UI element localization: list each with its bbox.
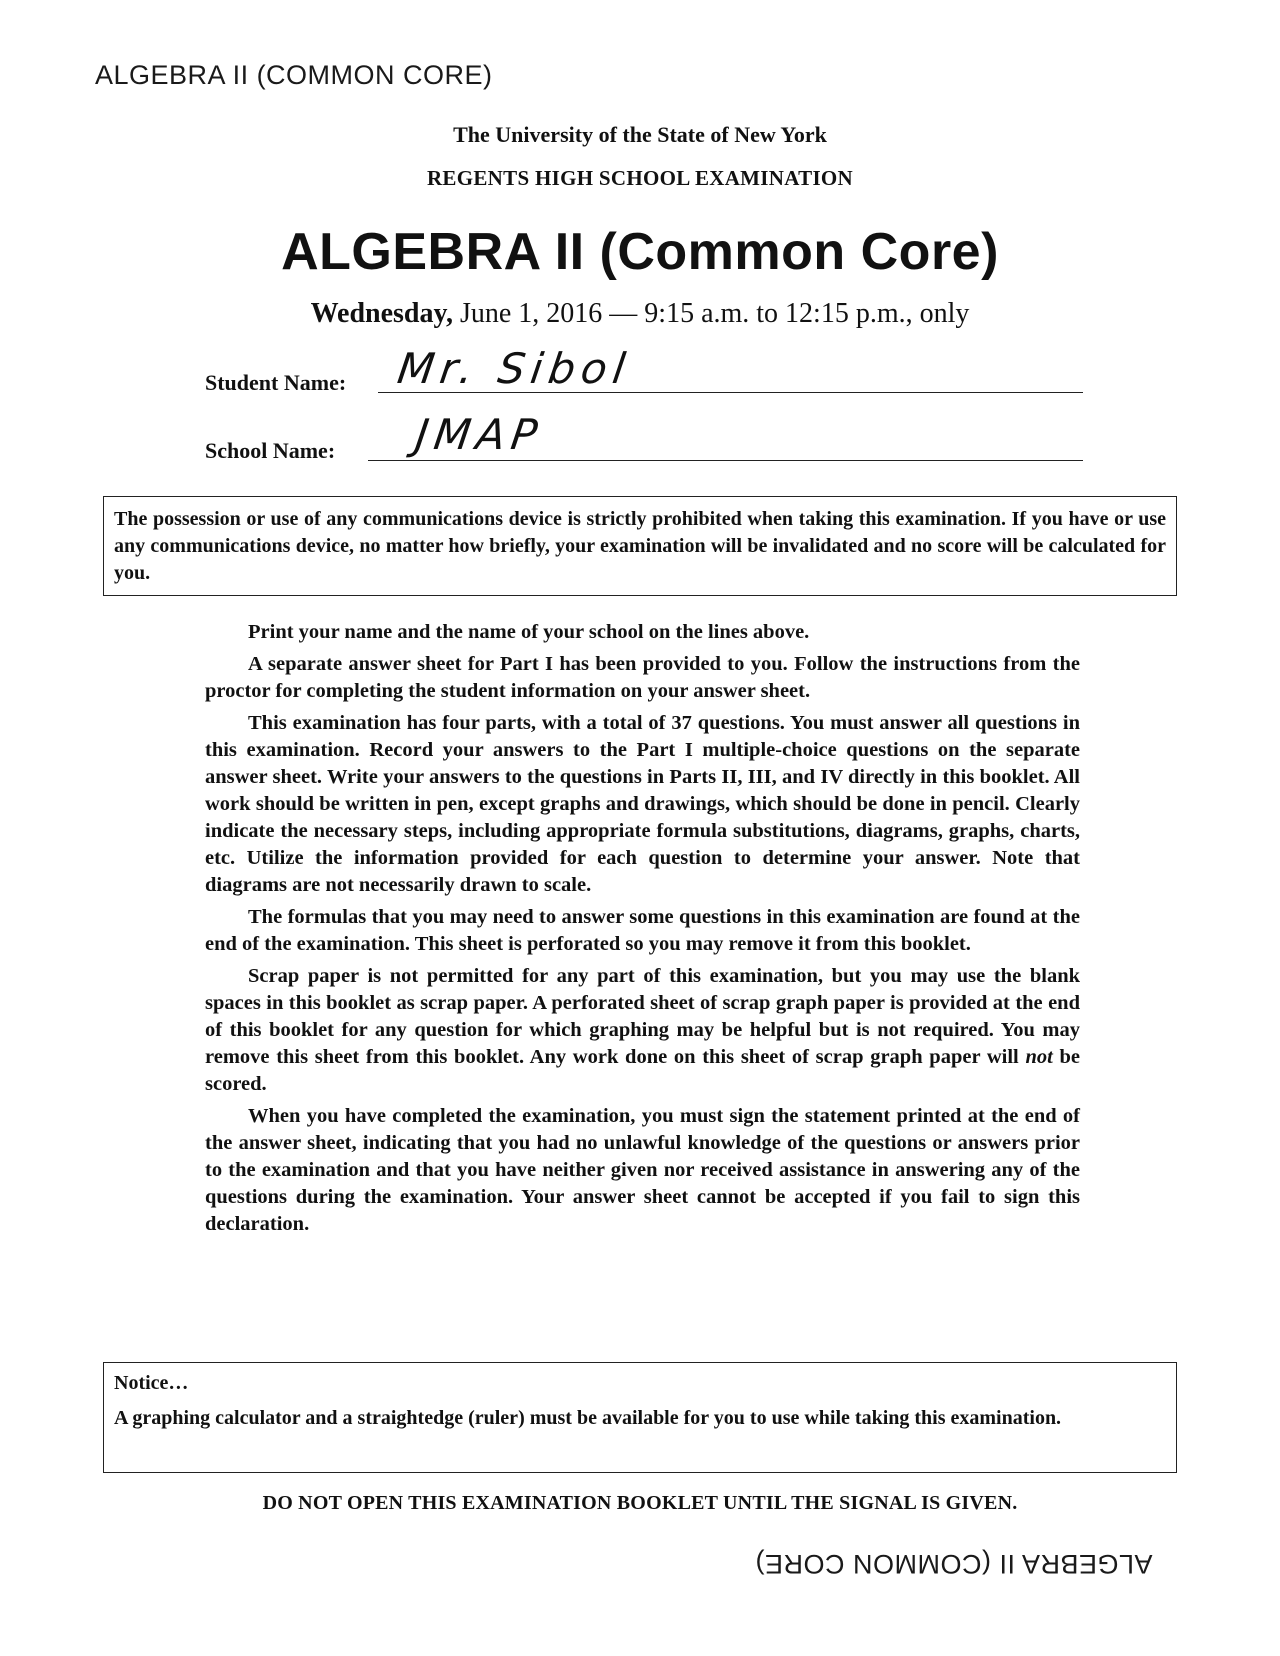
exam-date <box>0 298 1280 330</box>
school-name-value: JMAP <box>412 410 547 459</box>
student-name-value: Mr. Sibol <box>394 344 635 393</box>
exam-type: REGENTS HIGH SCHOOL EXAMINATION <box>426 166 854 190</box>
student-name-label: Student Name: <box>205 370 347 395</box>
university-name: The University of the State of New York <box>453 122 827 147</box>
emphasis-not: not <box>1025 1046 1053 1068</box>
instruction-paragraph: The formulas that you may need to answer some questions in this examination are found at the end of the examination. This sheet is perforated so you may remove it from this booklet. <box>205 906 1080 955</box>
do-not-open-warning: DO NOT OPEN THIS EXAMINATION BOOKLET UNTIL THE SIGNAL IS GIVEN. <box>262 1492 1018 1514</box>
exam-date-time: June 1, 2016 — 9:15 a.m. to 12:15 p.m., only <box>459 298 970 329</box>
scrap-paper-text-end: be scored. <box>205 1046 1081 1095</box>
notice-box <box>103 1362 1177 1473</box>
notice-heading: Notice… <box>114 1372 189 1394</box>
device-warning-box <box>103 496 1177 596</box>
instruction-paragraph: A separate answer sheet for Part I has been provided to you. Follow the instructions from the proctor for completing the student information on your answer sheet. <box>205 653 1080 702</box>
notice-text: A graphing calculator and a straightedge (ruler) must be available for you to use while taking this examination. <box>114 1407 1062 1429</box>
instruction-paragraph <box>205 963 1080 1098</box>
exam-title: ALGEBRA II (Common Core) <box>281 223 999 281</box>
bottom-course-label-inverted: ALGEBRA II (COMMON CORE) <box>755 1549 1153 1579</box>
instructions <box>205 619 1080 1243</box>
instruction-paragraph: This examination has four parts, with a total of 37 questions. You must answer all questions in this examination. Record your answers to the Part I multiple-choice questions on the separate answer sheet. Write your answers to the questions in Parts II, III, and IV directly in this booklet. All work should be written in pen, except graphs and drawings, which should be done in pencil. Clearly indicate the necessary steps, including appropriate formula substitutions, diagrams, graphs, charts, etc. Utilize the information provided for each question to determine your answer. Note that diagrams are not necessarily drawn to scale. <box>205 712 1080 896</box>
device-warning-text: The possession or use of any communications device is strictly prohibited when taking this examination. If you have or use any communications device, no matter how briefly, your examination will be invalidated and no score will be calculated for you. <box>114 508 1166 584</box>
school-name-line[interactable] <box>368 460 1083 461</box>
instruction-paragraph: When you have completed the examination, you must sign the statement printed at the end of the answer sheet, indicating that you had no unlawful knowledge of the questions or answers prior to the examination and that you have neither given nor received assistance in answering any of the questions during the examination. Your answer sheet cannot be accepted if you fail to sign this declaration. <box>205 1105 1080 1235</box>
instruction-paragraph: Print your name and the name of your school on the lines above. <box>248 621 810 643</box>
exam-day: Wednesday, <box>310 298 453 329</box>
top-course-label: ALGEBRA II (COMMON CORE) <box>95 60 493 90</box>
school-name-label: School Name: <box>205 438 336 463</box>
scrap-paper-text: Scrap paper is not permitted for any part of this examination, but you may use the blank spaces in this booklet as scrap paper. A perforated sheet of scrap graph paper is provided at the end of this booklet for any question for which graphing may be helpful but is not required. You may remove this sheet from this booklet. Any work done on this sheet of scrap graph paper will <box>205 965 1080 1068</box>
